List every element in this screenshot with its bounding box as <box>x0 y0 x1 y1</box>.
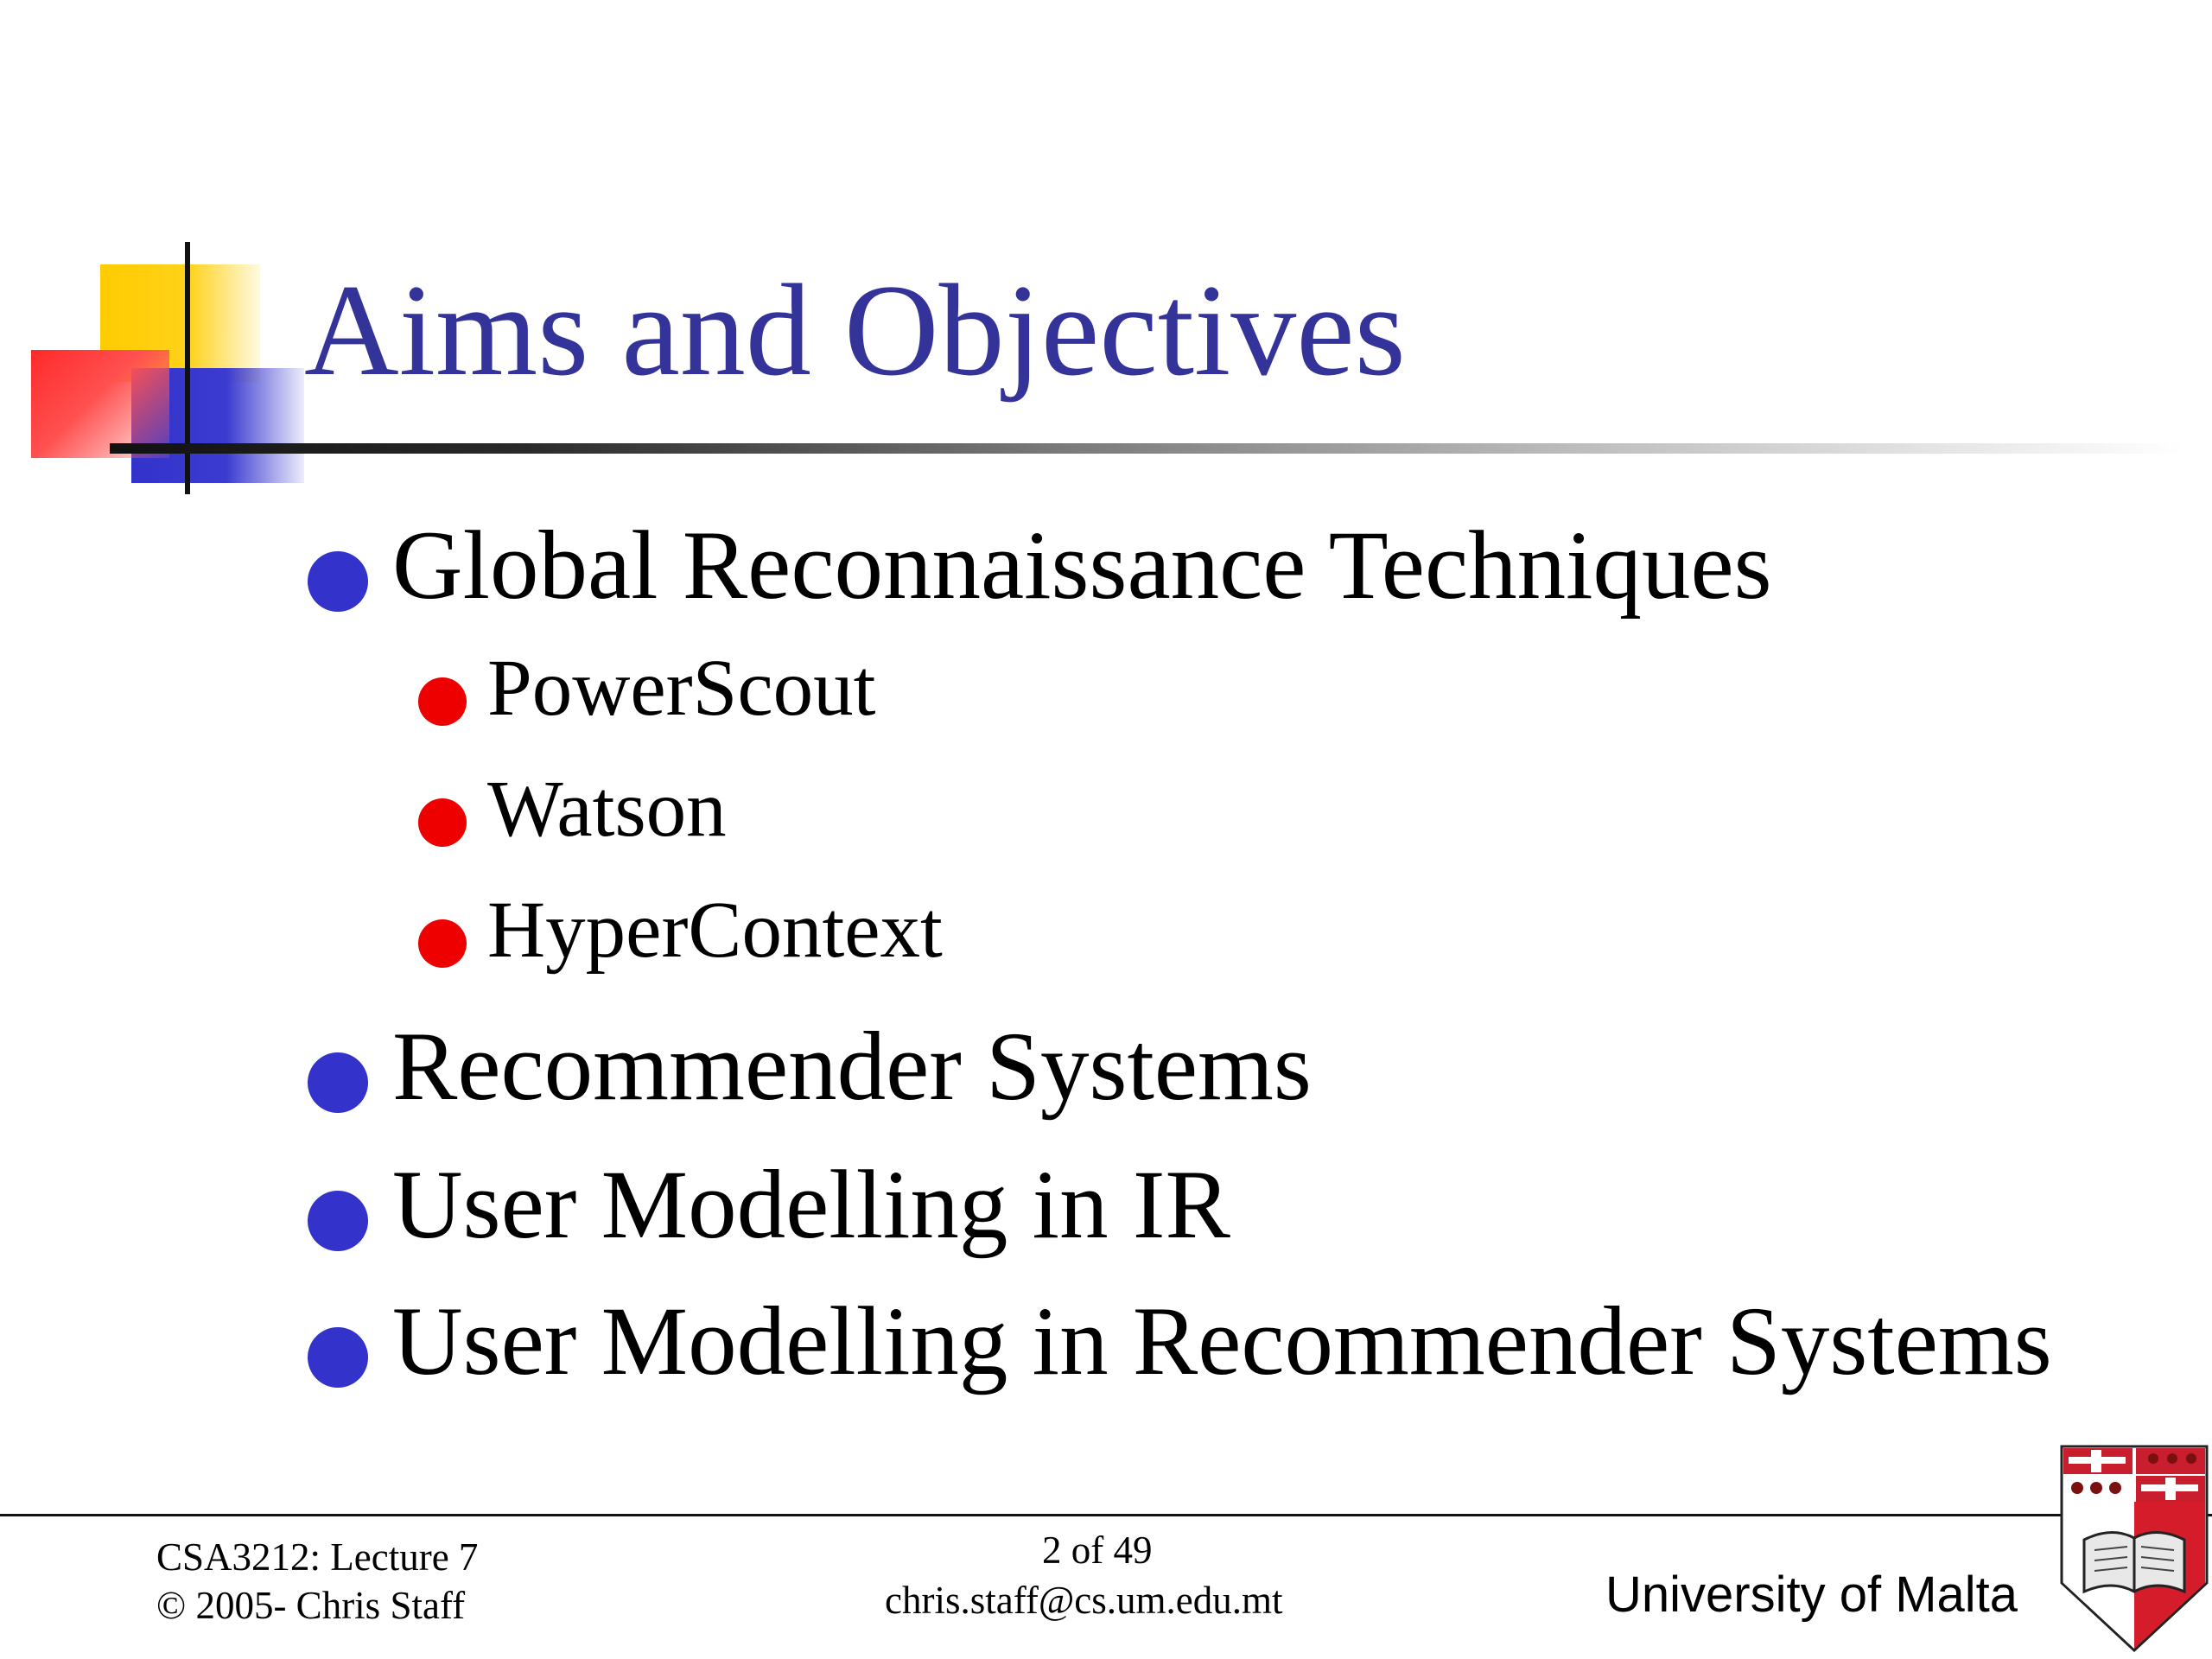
red-bullet-icon <box>418 919 467 968</box>
footer-university: University of Malta <box>1605 1567 2018 1623</box>
footer-email: chris.staff@cs.um.edu.mt <box>885 1579 1283 1622</box>
university-crest-icon <box>2060 1445 2209 1652</box>
red-square-decoration <box>31 350 169 458</box>
slide-title: Aims and Objectives <box>304 257 1406 403</box>
footer-divider <box>0 1514 2212 1516</box>
sub-bullet-text: PowerScout <box>487 644 876 733</box>
red-bullet-icon <box>418 677 467 726</box>
bullet-text: Recommender Systems <box>392 1013 1312 1121</box>
bullet-text: User Modelling in Recommender Systems <box>392 1287 2052 1395</box>
title-underline <box>110 443 2183 454</box>
vertical-rule <box>185 242 190 494</box>
footer-copyright: © 2005- Chris Staff <box>156 1584 466 1627</box>
blue-bullet-icon <box>308 1191 368 1251</box>
blue-bullet-icon <box>308 551 368 612</box>
footer-course: CSA3212: Lecture 7 <box>156 1535 479 1579</box>
blue-bullet-icon <box>308 1327 368 1388</box>
blue-bullet-icon <box>308 1052 368 1113</box>
bullet-text: Global Reconnaissance Techniques <box>392 512 1772 620</box>
footer-page-number: 2 of 49 <box>1042 1529 1153 1572</box>
sub-bullet-text: HyperContext <box>487 886 943 975</box>
sub-bullet-text: Watson <box>487 765 727 854</box>
bullet-text: User Modelling in IR <box>392 1151 1230 1259</box>
red-bullet-icon <box>418 798 467 847</box>
